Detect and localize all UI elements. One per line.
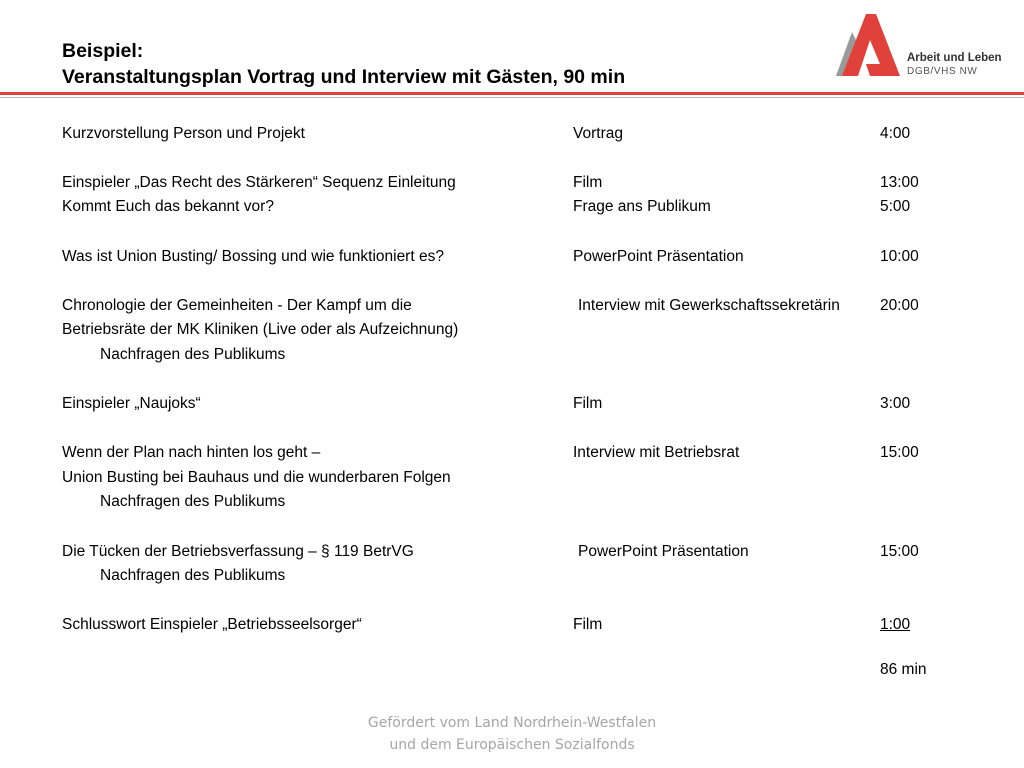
- row-format: PowerPoint Präsentation: [578, 543, 749, 560]
- row-duration: 20:00: [880, 297, 919, 314]
- row-format: Film: [573, 174, 603, 191]
- row-duration: 10:00: [880, 248, 919, 265]
- row-duration: 15:00: [880, 444, 919, 461]
- row-duration: 15:00: [880, 543, 919, 560]
- row-topic: Union Busting bei Bauhaus und die wunderbaren Folgen: [62, 469, 451, 486]
- row-topic: Einspieler „Das Recht des Stärkeren“ Sequenz Einleitung: [62, 174, 456, 191]
- row-topic: Was ist Union Busting/ Bossing und wie funktioniert es?: [62, 248, 444, 265]
- row-duration: 13:00: [880, 174, 919, 191]
- row-format: Frage ans Publikum: [573, 198, 711, 215]
- row-duration: 4:00: [880, 125, 911, 142]
- row-topic: Wenn der Plan nach hinten los geht –: [62, 444, 321, 461]
- row-format: PowerPoint Präsentation: [573, 248, 744, 265]
- title-line-1: Beispiel:: [62, 40, 144, 62]
- title-line-2: Veranstaltungsplan Vortrag und Interview mit Gästen, 90 min: [62, 66, 626, 88]
- page-title: [62, 38, 625, 90]
- row-topic: Kommt Euch das bekannt vor?: [62, 198, 274, 215]
- row-topic: Nachfragen des Publikums: [100, 567, 286, 584]
- logo-name: Arbeit und Leben: [907, 52, 1002, 64]
- row-format: Film: [573, 616, 603, 633]
- row-format: Film: [573, 395, 603, 412]
- total-duration: 86 min: [880, 661, 927, 678]
- row-duration: 1:00: [880, 616, 911, 633]
- row-format: Vortrag: [573, 125, 623, 142]
- row-topic: Betriebsräte der MK Kliniken (Live oder als Aufzeichnung): [62, 321, 459, 338]
- footer-line-2: und dem Europäischen Sozialfonds: [389, 737, 635, 753]
- row-topic: Chronologie der Gemeinheiten - Der Kampf um die: [62, 297, 412, 314]
- header-rule-red: [0, 92, 1024, 95]
- row-format: Interview mit Gewerkschaftssekretärin: [578, 297, 840, 314]
- row-topic: Kurzvorstellung Person und Projekt: [62, 125, 305, 142]
- row-topic: Die Tücken der Betriebsverfassung – § 119 BetrVG: [62, 543, 414, 560]
- row-duration: 3:00: [880, 395, 911, 412]
- header-rule-gray: [0, 97, 1024, 98]
- row-topic: Schlusswort Einspieler „Betriebsseelsorger“: [62, 616, 362, 633]
- logo-mark-icon: [836, 14, 900, 78]
- logo-subtitle: DGB/VHS NW: [907, 66, 978, 77]
- row-duration: 5:00: [880, 198, 911, 215]
- footer-line-1: Gefördert vom Land Nordrhein-Westfalen: [367, 715, 657, 731]
- arbeit-und-leben-logo: [836, 14, 1012, 78]
- row-format: Interview mit Betriebsrat: [573, 444, 740, 461]
- row-topic: Einspieler „Naujoks“: [62, 395, 201, 412]
- funding-footer: [0, 712, 1024, 756]
- row-topic: Nachfragen des Publikums: [100, 346, 286, 363]
- row-topic: Nachfragen des Publikums: [100, 493, 286, 510]
